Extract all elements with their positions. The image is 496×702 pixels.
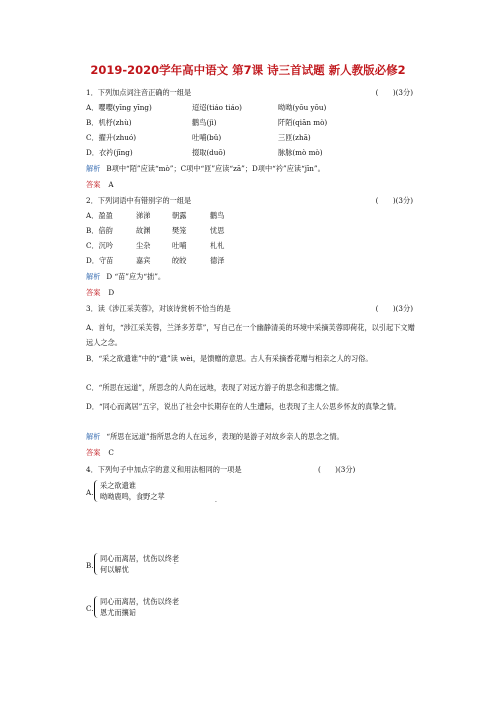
q2-answer: 答案 D: [86, 288, 115, 297]
q3-option-a: A．首句，“涉江采芙蓉，兰泽多芳草”，写自己在一个幽静清美的环境中采摘芙蓉即荷花，以引起下文赠远人之念。: [86, 323, 415, 347]
emphasis-dot-icon: ·: [174, 561, 176, 568]
analysis-label: 解析: [86, 432, 101, 441]
q3-stem: 3．读《涉江采芙蓉》，对该诗赏析不恰当的是: [86, 304, 231, 313]
page-title: 2019-2020学年高中语文 第7课 诗三首试题 新人教版必修2: [90, 63, 406, 77]
q1-option-d: D．衣衿(jīng) 掇取(duō) 脉脉(mò mò): [86, 148, 323, 157]
q2-analysis: 解析 D “苗”应为“拙”。: [86, 272, 166, 281]
q4-option-c: C. 同心而离居，忧伤以终老 恩尤而攘诟: [86, 597, 180, 617]
q1-score: ( )(3分): [375, 88, 413, 97]
q1-stem-line: [86, 88, 421, 97]
answer-label: 答案: [86, 288, 101, 297]
q2-stem: 2．下列词语中有错别字的一组是: [86, 196, 192, 205]
emphasis-dot-icon: ·: [215, 499, 217, 506]
q2-stem-line: [86, 196, 421, 205]
q3-score: ( )(3分): [375, 304, 413, 313]
q1-analysis: 解析 B项中“陌”应读“mò”；C项中“匝”应读“zā”；D项中“衿”应读“jīn”。: [86, 164, 325, 173]
q3-option-b: B．“采之欲遗谁”中的“遗”读 wèi，是馈赠的意思。古人有采摘香花赠与相亲之人的习俗。: [86, 354, 373, 363]
q1-option-c: C．擢升(zhuó) 吐哺(bǔ) 三匝(zhā): [86, 133, 311, 142]
q4-score: ( )(3分): [318, 465, 356, 474]
q1-option-b: B．机杼(zhù) 鹳鸟(jì) 阡陌(qiān mò): [86, 118, 328, 127]
q3-option-c: C．“所思在远道”，所思念的人尚在远地，表现了对远方游子的思念和悲慨之情。: [86, 383, 344, 392]
answer-label: 答案: [86, 448, 101, 457]
q4-option-b: B. 同心而离居，忧伤以终老 何以解忧 ·: [86, 554, 180, 574]
q3-analysis: 解析 “所思在远道”指所思念的人在远乡，表现的是游子对故乡亲人的思念之情。: [86, 432, 344, 441]
q1-stem: 1．下列加点词注音正确的一组是: [86, 88, 192, 97]
answer-label: 答案: [86, 180, 101, 189]
q4-stem: 4．下列句子中加点字的意义和用法相同的一项是: [86, 465, 242, 474]
q1-option-a: A．嘤嘤(yīng yīng) 迢迢(tiáo tiáo) 呦呦(yōu yōu): [86, 103, 327, 112]
q4-option-a: A. 采之欲遗谁 呦呦鹿鸣，食野之苹 ·: [86, 481, 217, 506]
analysis-label: 解析: [86, 164, 101, 173]
brace-icon: [94, 596, 99, 618]
q3-answer: 答案 C: [86, 448, 114, 457]
q2-option-b: B．倍韵 故渊 樊笼 忧思: [86, 226, 225, 235]
brace-icon: [94, 553, 99, 575]
brace-icon: [94, 480, 99, 502]
analysis-label: 解析: [86, 272, 101, 281]
q3-option-d: D．“同心而离居”五字，说出了社会中长期存在的人生遭际，也表现了主人公思乡怀友的真挚之情。: [86, 402, 401, 411]
q2-score: ( )(3分): [375, 196, 413, 205]
q2-option-a: A．盈盈 涕涕 朝露 鹳鸟: [86, 211, 225, 220]
q3-stem-line: [86, 304, 421, 313]
q2-option-d: D．守苗 嘉宾 皎皎 德泽: [86, 256, 225, 265]
q2-option-c: C．沉吟 尘杂 吐哺 札札: [86, 241, 225, 250]
q1-answer: 答案 A: [86, 180, 114, 189]
